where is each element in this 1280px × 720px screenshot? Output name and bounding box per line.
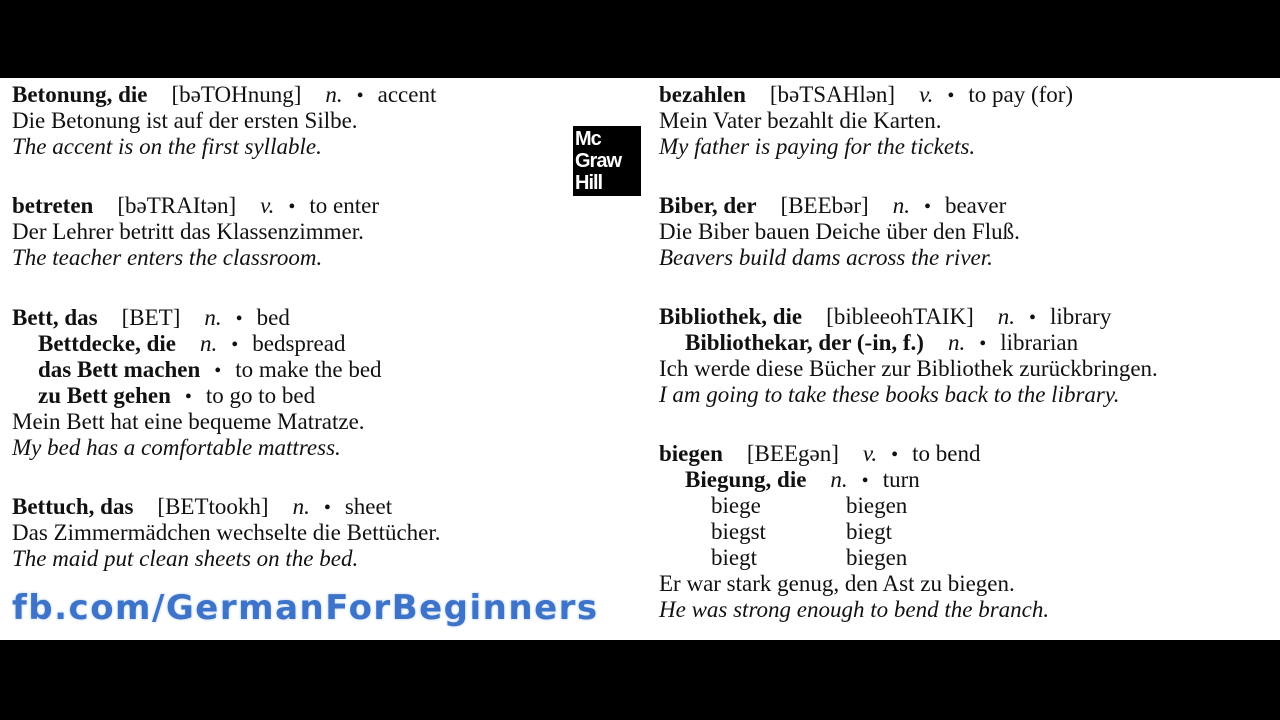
english-translation: accent <box>377 82 437 107</box>
english-translation: turn <box>882 467 920 492</box>
sub-headword: zu Bett gehen <box>38 383 171 408</box>
dictionary-entry <box>12 494 441 572</box>
part-of-speech: v. <box>919 82 934 107</box>
example-sentence: Die Betonung ist auf der ersten Silbe. <box>12 108 358 133</box>
sub-entry <box>659 330 1158 356</box>
example-line <box>12 108 436 134</box>
bullet-separator: • <box>231 334 239 356</box>
conjugation-form: biegt <box>711 545 757 570</box>
entry-headline <box>12 494 441 520</box>
translation-line <box>659 134 1073 160</box>
example-line <box>12 409 382 435</box>
pronunciation: [bəTSAHlən] <box>769 82 896 107</box>
example-translation: He was strong enough to bend the branch. <box>659 597 1050 622</box>
translation-line <box>12 435 382 461</box>
pronunciation: [BEEgən] <box>746 441 839 466</box>
dictionary-entry <box>659 193 1020 271</box>
headword: Bett, das <box>12 305 98 330</box>
english-translation: to go to bed <box>205 383 316 408</box>
translation-line <box>12 134 436 160</box>
part-of-speech: v. <box>260 193 275 218</box>
sub-entry <box>12 383 382 409</box>
sub-headword: Biegung, die <box>685 467 807 492</box>
part-of-speech: n. <box>997 304 1016 329</box>
example-sentence: Die Biber bauen Deiche über den Fluß. <box>659 219 1020 244</box>
sub-entry <box>12 331 382 357</box>
pronunciation: [BEEbər] <box>780 193 869 218</box>
conjugation-form: biegt <box>846 519 892 544</box>
sub-headword: Bettdecke, die <box>38 331 176 356</box>
dictionary-entry <box>659 304 1158 408</box>
entry-headline <box>12 193 379 219</box>
bullet-separator: • <box>288 196 296 218</box>
dictionary-entry <box>12 82 436 160</box>
logo-line: Graw <box>575 150 622 172</box>
headword: bezahlen <box>659 82 746 107</box>
translation-line <box>659 382 1158 408</box>
bullet-separator: • <box>1029 307 1037 329</box>
example-translation: The maid put clean sheets on the bed. <box>12 546 359 571</box>
headword: Bettuch, das <box>12 494 134 519</box>
pronunciation: [bəTOHnung] <box>171 82 302 107</box>
conjugation-form: biegen <box>846 493 908 518</box>
english-translation: library <box>1050 304 1112 329</box>
translation-line <box>12 546 441 572</box>
dictionary-page <box>0 78 1280 640</box>
entry-headline <box>659 304 1158 330</box>
english-translation: to enter <box>309 193 380 218</box>
example-sentence: Das Zimmermädchen wechselte die Bettücher. <box>12 520 441 545</box>
conjugation-form: biegen <box>846 545 908 570</box>
part-of-speech: v. <box>862 441 878 466</box>
english-translation: to pay (for) <box>968 82 1074 107</box>
entry-headline <box>659 441 1049 467</box>
headword: Bibliothek, die <box>659 304 803 329</box>
dictionary-entry <box>659 441 1049 623</box>
conjugation-form: biegst <box>711 519 766 544</box>
mcgraw-hill-logo <box>573 126 641 196</box>
example-line <box>659 571 1049 597</box>
sub-entry <box>659 467 1049 493</box>
bullet-separator: • <box>947 85 955 107</box>
english-translation: sheet <box>344 494 393 519</box>
example-translation: The teacher enters the classroom. <box>12 245 323 270</box>
translation-line <box>12 245 379 271</box>
entry-headline <box>12 82 436 108</box>
bullet-separator: • <box>356 85 364 107</box>
sub-headword: das Bett machen <box>38 357 201 382</box>
bullet-separator: • <box>323 497 331 519</box>
part-of-speech: n. <box>204 305 222 330</box>
bullet-separator: • <box>235 308 243 330</box>
part-of-speech: n. <box>292 494 310 519</box>
bullet-separator: • <box>891 444 899 466</box>
sub-entry <box>12 357 382 383</box>
dictionary-entry <box>659 82 1073 160</box>
english-translation: to bend <box>912 441 981 466</box>
sub-headword: Bibliothekar, der (-in, f.) <box>685 330 924 355</box>
conjugation-form: biege <box>711 493 761 518</box>
example-line <box>659 108 1073 134</box>
example-sentence: Mein Bett hat eine bequeme Matratze. <box>12 409 365 434</box>
english-translation: beaver <box>944 193 1007 218</box>
example-translation: The accent is on the first syllable. <box>12 134 322 159</box>
bullet-separator: • <box>923 196 931 218</box>
entry-headline <box>659 193 1020 219</box>
example-translation: My bed has a comfortable mattress. <box>12 435 341 460</box>
english-translation: librarian <box>1000 330 1079 355</box>
example-sentence: Mein Vater bezahlt die Karten. <box>659 108 942 133</box>
part-of-speech: n. <box>892 193 910 218</box>
part-of-speech: n. <box>830 467 848 492</box>
example-sentence: Der Lehrer betritt das Klassenzimmer. <box>12 219 364 244</box>
pronunciation: [BETtookh] <box>157 494 269 519</box>
example-sentence: Ich werde diese Bücher zur Bibliothek zurückbringen. <box>659 356 1158 381</box>
example-line <box>12 520 441 546</box>
pronunciation: [BET] <box>121 305 181 330</box>
example-translation: Beavers build dams across the river. <box>659 245 993 270</box>
pronunciation: [bəTRAItən] <box>117 193 237 218</box>
english-translation: bedspread <box>252 331 346 356</box>
facebook-watermark[interactable]: fb.com/GermanForBeginners <box>12 588 599 628</box>
part-of-speech: n. <box>325 82 343 107</box>
part-of-speech: n. <box>199 331 218 356</box>
example-line <box>659 356 1158 382</box>
english-translation: bed <box>256 305 290 330</box>
example-line <box>659 219 1020 245</box>
english-translation: to make the bed <box>235 357 382 382</box>
translation-line <box>659 597 1049 623</box>
headword: Biber, der <box>659 193 757 218</box>
example-line <box>12 219 379 245</box>
headword: Betonung, die <box>12 82 148 107</box>
headword: betreten <box>12 193 94 218</box>
pronunciation: [bibleeohTAIK] <box>826 304 974 329</box>
example-translation: My father is paying for the tickets. <box>659 134 976 159</box>
entry-headline <box>659 82 1073 108</box>
example-translation: I am going to take these books back to the library. <box>659 382 1120 407</box>
logo-line: Mc <box>575 128 601 150</box>
example-sentence: Er war stark genug, den Ast zu biegen. <box>659 571 1015 596</box>
dictionary-entry <box>12 193 379 271</box>
logo-line: Hill <box>575 172 603 194</box>
bullet-separator: • <box>861 470 869 492</box>
bullet-separator: • <box>184 386 192 408</box>
entry-headline <box>12 305 382 331</box>
conjugation-table <box>659 493 1049 571</box>
bullet-separator: • <box>979 333 987 355</box>
translation-line <box>659 245 1020 271</box>
headword: biegen <box>659 441 723 466</box>
bullet-separator: • <box>214 360 222 382</box>
dictionary-entry <box>12 305 382 461</box>
part-of-speech: n. <box>947 330 966 355</box>
